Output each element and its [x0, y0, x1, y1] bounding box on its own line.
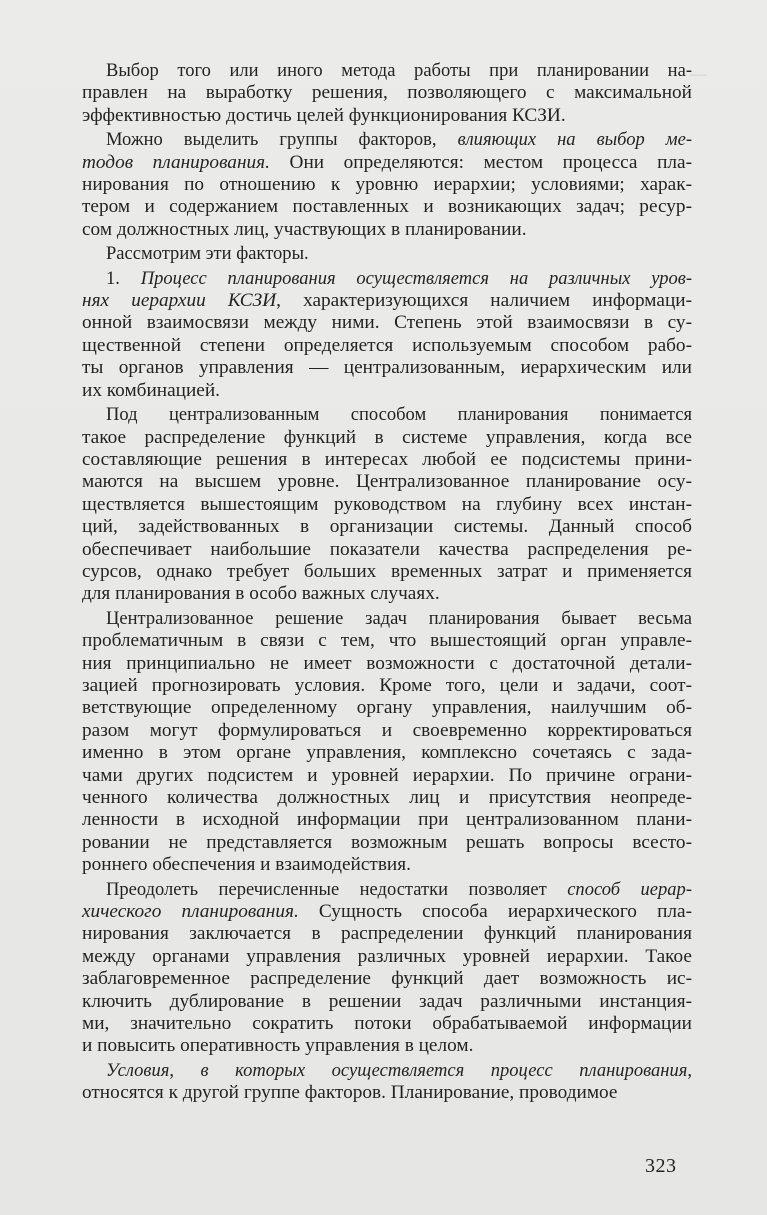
text-line: зацией прогнозировать условия. Кроме того, цели и задачи, соот-	[82, 674, 692, 696]
text-line: Преодолеть перечисленные недостатки позволяет способ иерар-	[106, 878, 692, 900]
text-line: ченного количества должностных лиц и присутствия неопреде-	[82, 787, 692, 808]
text-line: тером и содержанием поставленных и возникающих задач; ресур-	[82, 196, 692, 218]
text-line: между органами управления различных уровней иерархии. Такое	[82, 945, 692, 967]
text-line: их комбинацией.	[82, 379, 220, 401]
text-line: ветствующие определенному органу управления, наилучшим об-	[82, 697, 692, 719]
text-line: Условия, в которых осуществляется процесс планирования,	[106, 1059, 692, 1081]
text-line: ществляется вышестоящим руководством на глубину всех инстан-	[82, 493, 692, 515]
text-line: ленности в исходной информации при централизованном плани-	[82, 809, 692, 831]
show-through-text: —	[690, 64, 707, 83]
text-line: составляющие решения в интересах любой ее подсистемы прини-	[82, 448, 692, 470]
text-line: роннего обеспечения и взаимодействия.	[82, 854, 411, 876]
text-line: тодов планирования. Они определяются: местом процесса пла-	[82, 151, 692, 173]
text-line: обеспечивает наибольшие показатели качества распределения ре-	[82, 538, 692, 560]
text-line: ты органов управления — централизованным, иерархическим или	[82, 357, 692, 379]
text-line: маются на высшем уровне. Централизованное планирование осу-	[82, 471, 692, 493]
text-line: нях иерархии КСЗИ, характеризующихся наличием информаци-	[82, 290, 692, 312]
text-line: сом должностных лиц, участвующих в планировании.	[82, 218, 527, 240]
text-line: и повысить оперативность управления в целом.	[82, 1035, 474, 1057]
text-line: ций, задействованных в организации системы. Данный способ	[82, 516, 692, 538]
paragraph	[82, 268, 692, 402]
text-line: ния принципиально не имеет возможности с достаточной детали-	[82, 652, 692, 674]
text-line: разом могут формулироваться и своевременно корректироваться	[82, 719, 692, 741]
text-line: Можно выделить группы факторов, влияющих на выбор ме-	[106, 129, 692, 151]
paragraph	[82, 1060, 692, 1105]
text-line: нирования по отношению к уровню иерархии; условиями; харак-	[82, 174, 692, 196]
text-line: Выбор того или иного метода работы при планировании на-	[106, 60, 692, 81]
paragraph	[82, 243, 692, 265]
text-line: 1. Процесс планирования осуществляется на различных уров-	[106, 267, 692, 289]
text-line: ми, значительно сократить потоки обрабатываемой информации	[82, 1013, 692, 1035]
text-line: такое распределение функций в системе управления, когда все	[82, 426, 692, 448]
page-number: 323	[645, 1155, 677, 1177]
text-line: нирования заключается в распределении функций планирования	[82, 923, 692, 945]
text-line: онной взаимосвязи между ними. Степень этой взаимосвязи в су-	[82, 312, 692, 334]
text-line: ровании не представляется возможным решать вопросы всесто-	[82, 831, 692, 853]
text-line: ключить дублирование в решении задач различными инстанция-	[82, 990, 692, 1012]
text-line: заблаговременное распределение функций дает возможность ис-	[82, 968, 692, 990]
text-line: Под централизованным способом планирования понимается	[106, 404, 692, 426]
text-line: относятся к другой группе факторов. Планирование, проводимое	[82, 1082, 618, 1104]
paragraph	[82, 608, 692, 877]
paragraph	[82, 879, 692, 1058]
text-line: сурсов, однако требует больших временных затрат и применяется	[82, 560, 692, 582]
text-line: эффективностью достичь целей функционирования КСЗИ.	[82, 104, 566, 126]
paragraph	[82, 60, 692, 127]
paragraph	[82, 404, 692, 606]
text-line: проблематичным в связи с тем, что вышестоящий орган управле-	[82, 630, 692, 652]
text-line: для планирования в особо важных случаях.	[82, 583, 440, 605]
body-text	[82, 60, 692, 1105]
text-line: Централизованное решение задач планирования бывает весьма	[106, 607, 692, 629]
text-line: правлен на выработку решения, позволяющего с максимальной	[82, 82, 692, 104]
text-line: чами других подсистем и уровней иерархии. По причине ограни-	[82, 764, 692, 786]
paragraph	[82, 129, 692, 241]
text-line: именно в этом органе управления, комплексно сочетаясь с зада-	[82, 742, 692, 764]
text-line: щественной степени определяется используемым способом рабо-	[82, 334, 692, 356]
text-line: хического планирования. Сущность способа иерархического пла-	[82, 901, 692, 923]
text-line: Рассмотрим эти факторы.	[106, 243, 309, 265]
